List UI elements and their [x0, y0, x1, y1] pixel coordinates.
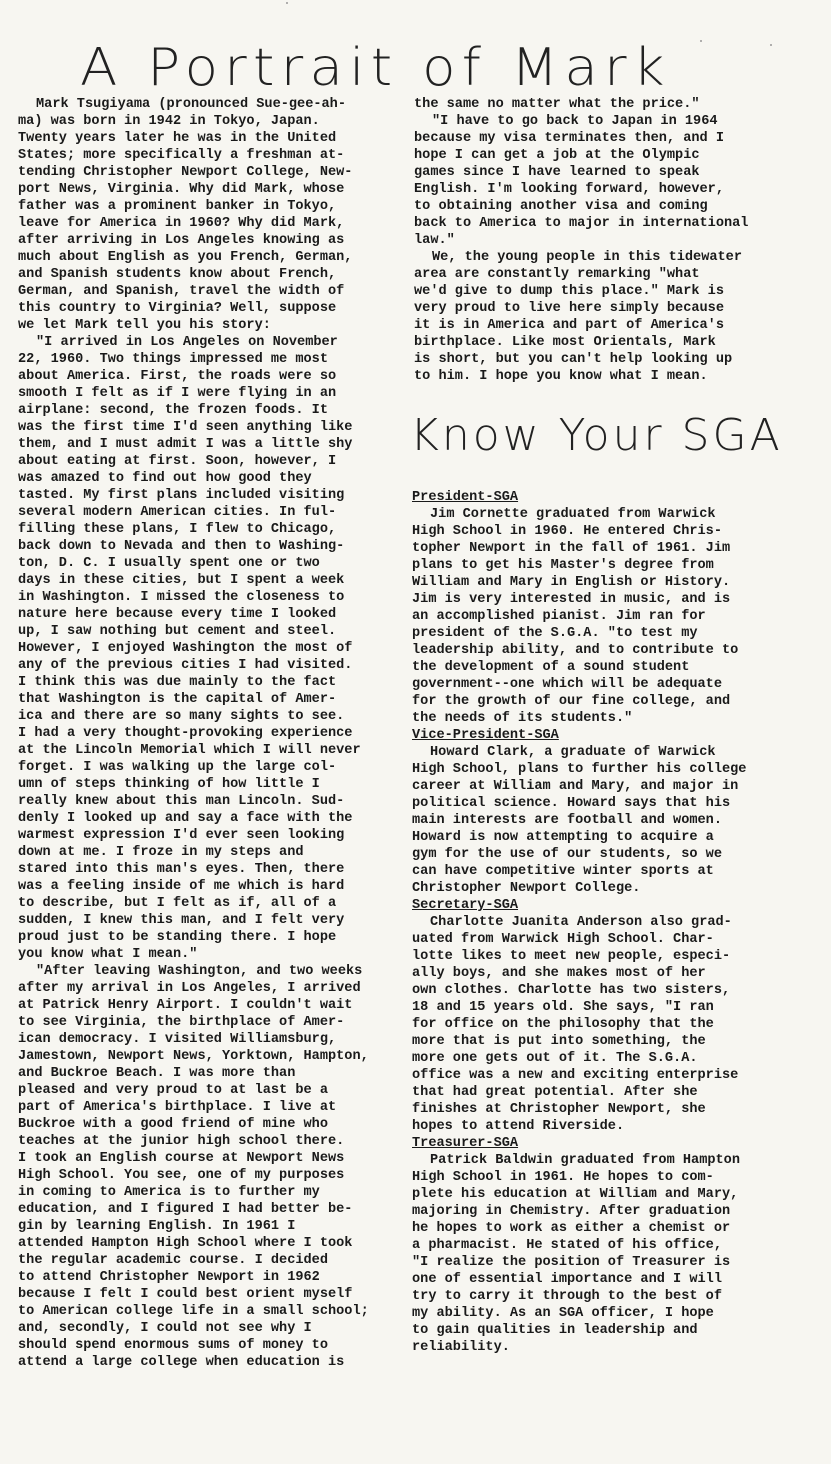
page-title: A Portrait of Mark	[80, 38, 671, 98]
scan-speck	[286, 2, 288, 4]
sga-heading-vice-president: Vice-President-SGA	[412, 728, 559, 743]
portrait-paragraph: the same no matter what the price."	[414, 97, 700, 112]
sga-heading-treasurer: Treasurer-SGA	[412, 1136, 519, 1151]
sga-bio-vice-president: Howard Clark, a graduate of Warwick High School, plans to further his college career at William and Mary, and major in political science. Howard says that his main interests are football and women. Howard is now attempting to acquire a gym for the use of our students, so we can have competitive winter sports at Christopher Newport College.	[412, 745, 747, 896]
portrait-paragraph: "After leaving Washington, and two weeks after my arrival in Los Angeles, I arrived at Patrick Henry Airport. I couldn't wait to see Virginia, the birthplace of Amer- ican democracy. I visited Williamsburg, Jamestown, Newport News, Yorktown, Hampton, and Buckroe Beach. I was more than pleased and very proud to at last be a part of America's birthplace. I live at Buckroe with a good friend of mine who teaches at the junior high school there. I took an English course at Newport News High School. You see, one of my purposes in coming to America is to further my education, and I figured I had better be- gin by learning English. In 1961 I attended Hampton High School where I took the regular academic course. I decided to attend Christopher Newport in 1962 because I felt I could best orient myself to American college life in a small school; and, secondly, I could not see why I should spend enormous sums of money to attend a large college when education is	[18, 964, 369, 1370]
portrait-paragraph: "I arrived in Los Angeles on November 22, 1960. Two things impressed me most about America. First, the roads were so smooth I felt as if I were flying in an airplane: second, the frozen foods. It was the first time I'd seen anything like them, and I must admit I was a little shy about eating at first. Soon, however, I was amazed to find out how good they tasted. My first plans included visiting several modern American cities. In ful- filling these plans, I flew to Chicago, back down to Nevada and then to Washing- ton, D. C. I usually spent one or two days in these cities, but I spent a week in Washington. I missed the closeness to nature here because every time I looked up, I saw nothing but cement and steel. However, I enjoyed Washington the most of any of the previous cities I had visited. I think this was due mainly to the fact that Washington is the capital of Amer- ica and there are so many sights to see. I had a very thought-provoking experience at the Lincoln Memorial which I will never forget. I was walking up the large col- umn of steps thinking of how little I really knew about this man Lincoln. Sud- denly I looked up and say a face with the warmest expression I'd ever seen looking down at me. I froze in my steps and stared into this man's eyes. Then, there was a feeling inside of me which is hard to describe, but I felt as if, all of a sudden, I knew this man, and I felt very proud just to be standing there. I hope you know what I mean."	[18, 335, 361, 962]
sga-heading-secretary: Secretary-SGA	[412, 898, 519, 913]
scan-speck	[700, 40, 702, 42]
sga-heading-president: President-SGA	[412, 490, 519, 505]
sga-section	[412, 489, 816, 1356]
scan-speck	[770, 44, 772, 46]
portrait-paragraph: Mark Tsugiyama (pronounced Sue-gee-ah- ma) was born in 1942 in Tokyo, Japan. Twenty years later he was in the United States; more specifically a freshman at- tending Christopher Newport College, New- port News, Virginia. Why did Mark, whose father was a prominent banker in Tokyo, leave for America in 1960? Why did Mark, after arriving in Los Angeles knowing as much about English as you French, German, and Spanish students know about French, German, and Spanish, travel the width of this country to Virginia? Well, suppose we let Mark tell you his story:	[18, 97, 353, 333]
sga-bio-president: Jim Cornette graduated from Warwick High School in 1960. He entered Chris- topher Newport in the fall of 1961. Jim plans to get his Master's degree from William and Mary in English or History. Jim is very interested in music, and is an accomplished pianist. Jim ran for president of the S.G.A. "to test my leadership ability, and to contribute to the development of a sound student government--one which will be adequate for the growth of our fine college, and the needs of its students."	[412, 507, 739, 726]
portrait-left-column	[18, 96, 410, 1371]
portrait-right-column	[414, 96, 814, 385]
sga-bio-secretary: Charlotte Juanita Anderson also grad- uated from Warwick High School. Char- lotte likes to meet new people, especi- ally boys, and she makes most of her own clothes. Charlotte has two sisters, 18 and 15 years old. She says, "I ran for office on the philosophy that the more that is put into something, the more one gets out of it. The S.G.A. office was a new and exciting enterprise that had great potential. After she finishes at Christopher Newport, she hopes to attend Riverside.	[412, 915, 739, 1134]
portrait-paragraph: "I have to go back to Japan in 1964 because my visa terminates then, and I hope I can get a job at the Olympic games since I have learned to speak English. I'm looking forward, however, to obtaining another visa and coming back to America to major in international law."	[414, 114, 749, 248]
portrait-paragraph: We, the young people in this tidewater area are constantly remarking "what we'd give to dump this place." Mark is very proud to live here simply because it is in America and part of America's birthplace. Like most Orientals, Mark is short, but you can't help looking up to him. I hope you know what I mean.	[414, 250, 742, 384]
sga-bio-treasurer: Patrick Baldwin graduated from Hampton High School in 1961. He hopes to com- plete his education at William and Mary, majoring in Chemistry. After graduation he hopes to work as either a chemist or a pharmacist. He stated of his office, "I realize the position of Treasurer is one of essential importance and I will try to carry it through to the best of my ability. As an SGA officer, I hope to gain qualities in leadership and reliability.	[412, 1153, 740, 1355]
sga-section-title: Know Your SGA	[410, 410, 783, 461]
